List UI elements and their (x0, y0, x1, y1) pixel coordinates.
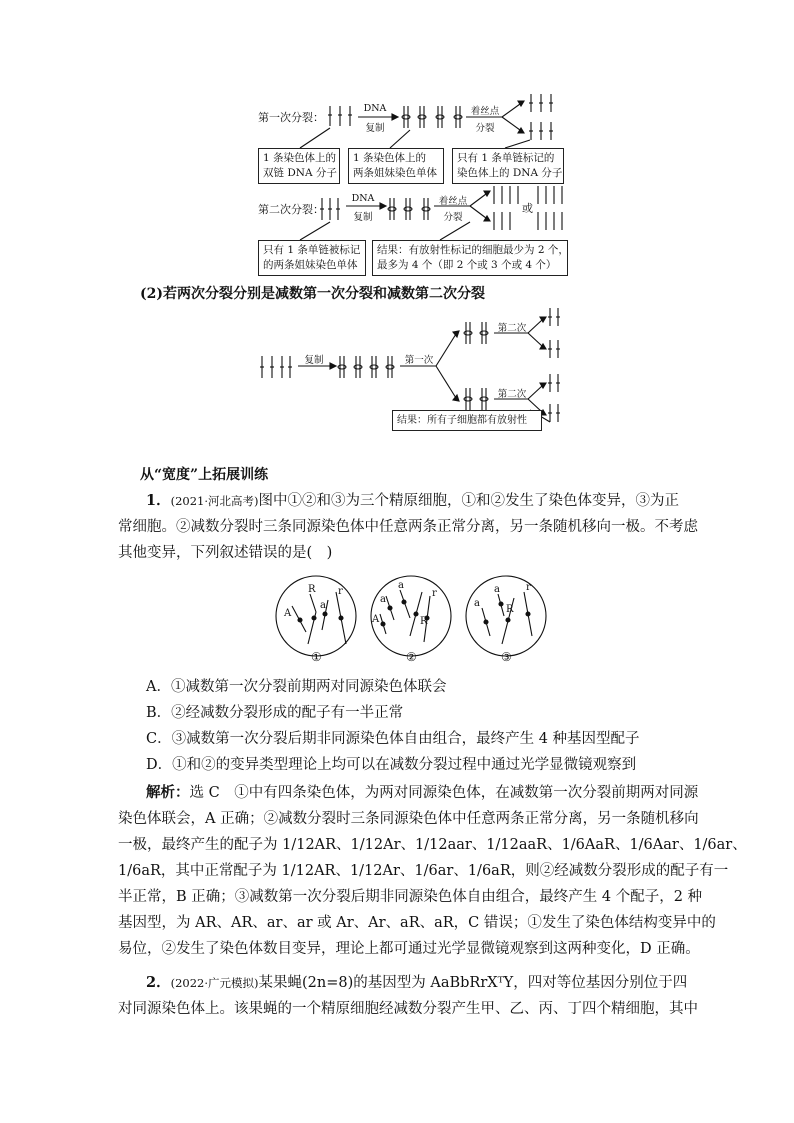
arrow2-bottom-label: 分裂 (475, 123, 495, 134)
option-b[interactable]: B．②经减数分裂形成的配子有一半正常 (146, 705, 404, 721)
diagram1-graphics (0, 0, 794, 280)
analysis-line-4: 1/6aR，其中正常配子为 1/12AR、1/12Ar、1/6ar、1/6aR，则②经减数分裂形成的配子有一 (118, 863, 729, 879)
or-label: 或 (522, 202, 533, 215)
option-c[interactable]: C．③减数第一次分裂后期非同源染色体自由组合，最终产生 4 种基因型配子 (146, 731, 640, 747)
analysis-line-2: 染色体联会，A 正确；②减数分裂时三条同源染色体中任意两条正常分离，另一条随机移向 (118, 811, 699, 827)
q1-text-2: 常细胞。②减数分裂时三条同源染色体中任意两条正常分离，另一条随机移向一极。不考虑 (118, 519, 698, 535)
copy-label: 复制 (304, 355, 324, 366)
cell-label-3: ③ (501, 650, 512, 664)
callout-box-2 (348, 148, 444, 184)
analysis-text-1: 选 C ①中有四条染色体，为两对同源染色体，在减数第一次分裂前期两对同源 (189, 785, 699, 801)
option-a[interactable]: A．①减数第一次分裂前期两对同源染色体联会 (146, 679, 447, 695)
option-d[interactable]: D．①和②的变异类型理论上均可以在减数分裂过程中通过光学显微镜观察到 (146, 757, 637, 773)
svg-text:a: a (494, 584, 500, 595)
cell-label-2: ② (406, 650, 417, 664)
arrow4-bottom-label: 分裂 (443, 212, 463, 223)
result-1-line-2: 最多为 4 个（即 2 个或 3 个或 4 个） (377, 259, 557, 271)
callout-2-line-2: 两条姐妹染色单体 (353, 167, 437, 179)
svg-text:a: a (398, 580, 404, 591)
svg-text:R: R (420, 616, 428, 627)
svg-text:R: R (308, 584, 316, 595)
section-title: 从“宽度”上拓展训练 (140, 467, 269, 483)
q1-source: (2021·河北高考) (170, 494, 259, 508)
q1-number: 1． (146, 492, 171, 509)
analysis-line-7: 易位，②发生了染色体数目变异，理论上都可通过光学显微镜观察到这两种变化，D 正确。 (118, 941, 700, 957)
callout-4-line-2: 的两条姐妹染色单体 (263, 259, 358, 271)
second-division-label-bottom: 第二次 (497, 389, 527, 400)
svg-text:a: a (380, 594, 386, 605)
arrow1-bottom-label: 复制 (365, 123, 385, 134)
q2-number: 2． (146, 974, 171, 991)
cell-label-1: ① (311, 650, 322, 664)
callout-box-4 (258, 240, 366, 276)
q1-text-3: 其他变异，下列叙述错误的是( ) (118, 545, 333, 561)
callout-3-line-1: 只有 1 条单链标记的 (457, 152, 555, 164)
callout-1-line-1: 1 条染色体上的 (263, 152, 337, 164)
arrow1-top-label: DNA (363, 103, 387, 114)
arrow2-top-label: 着丝点 (470, 106, 500, 117)
row2-label: 第二次分裂： (258, 203, 324, 216)
callout-4-line-1: 只有 1 条单链被标记 (263, 244, 361, 256)
svg-text:r: r (338, 586, 343, 597)
svg-text:A: A (284, 608, 292, 619)
arrow3-top-label: DNA (351, 193, 375, 204)
analysis-label: 解析： (146, 784, 190, 801)
arrow3-bottom-label: 复制 (353, 212, 373, 223)
q2-line-1 (146, 970, 687, 996)
svg-text:a: a (474, 598, 480, 609)
second-division-label-top: 第二次 (497, 323, 527, 334)
svg-text:A: A (372, 614, 380, 625)
result-box-1 (372, 240, 568, 276)
analysis-line-5: 半正常，B 正确；③减数第一次分裂后期非同源染色体自由组合，最终产生 4 个配子，2 种 (118, 889, 703, 905)
svg-text:a: a (320, 600, 326, 611)
callout-box-3 (452, 148, 564, 184)
analysis-line-3: 一极，最终产生的配子为 1/12AR、1/12Ar、1/12aar、1/12aaR、1/6AaR、1/6Aar、1/6ar、 (118, 837, 747, 853)
q2-text-2: 对同源染色体上。该果蝇的一个精原细胞经减数分裂产生甲、乙、丙、丁四个精细胞，其中 (118, 1001, 698, 1017)
q2-source: (2022·广元模拟) (170, 976, 259, 990)
q2-text-1: 某果蝇(2n=8)的基因型为 AaBbRrXᵀY，四对等位基因分别位于四 (258, 975, 688, 991)
svg-text:R: R (506, 604, 514, 615)
callout-box-1 (258, 148, 340, 184)
q1-text-1: 图中①②和③为三个精原细胞，①和②发生了染色体变异，③为正 (258, 493, 679, 509)
section2-heading: (2)若两次分裂分别是减数第一次分裂和减数第二次分裂 (140, 286, 485, 302)
analysis-line-6: 基因型，为 AR、AR、ar、ar 或 Ar、Ar、aR、aR，C 错误；①发生了染色体结构变异中的 (118, 915, 716, 931)
result-1-line-1: 结果：有放射性标记的细胞最少为 2 个， (377, 244, 569, 256)
callout-2-line-1: 1 条染色体上的 (353, 152, 427, 164)
first-division-label: 第一次 (404, 355, 434, 366)
q1-line-1 (146, 488, 679, 514)
row1-label: 第一次分裂： (258, 111, 324, 124)
callout-3-line-2: 染色体上的 DNA 分子 (457, 167, 563, 179)
result-box-2: 结果：所有子细胞都有放射性 (392, 410, 542, 431)
analysis-line-1 (146, 780, 698, 806)
arrow4-top-label: 着丝点 (438, 196, 468, 207)
svg-text:r: r (432, 588, 437, 599)
callout-1-line-2: 双链 DNA 分子 (263, 167, 337, 179)
svg-text:r: r (526, 582, 531, 593)
